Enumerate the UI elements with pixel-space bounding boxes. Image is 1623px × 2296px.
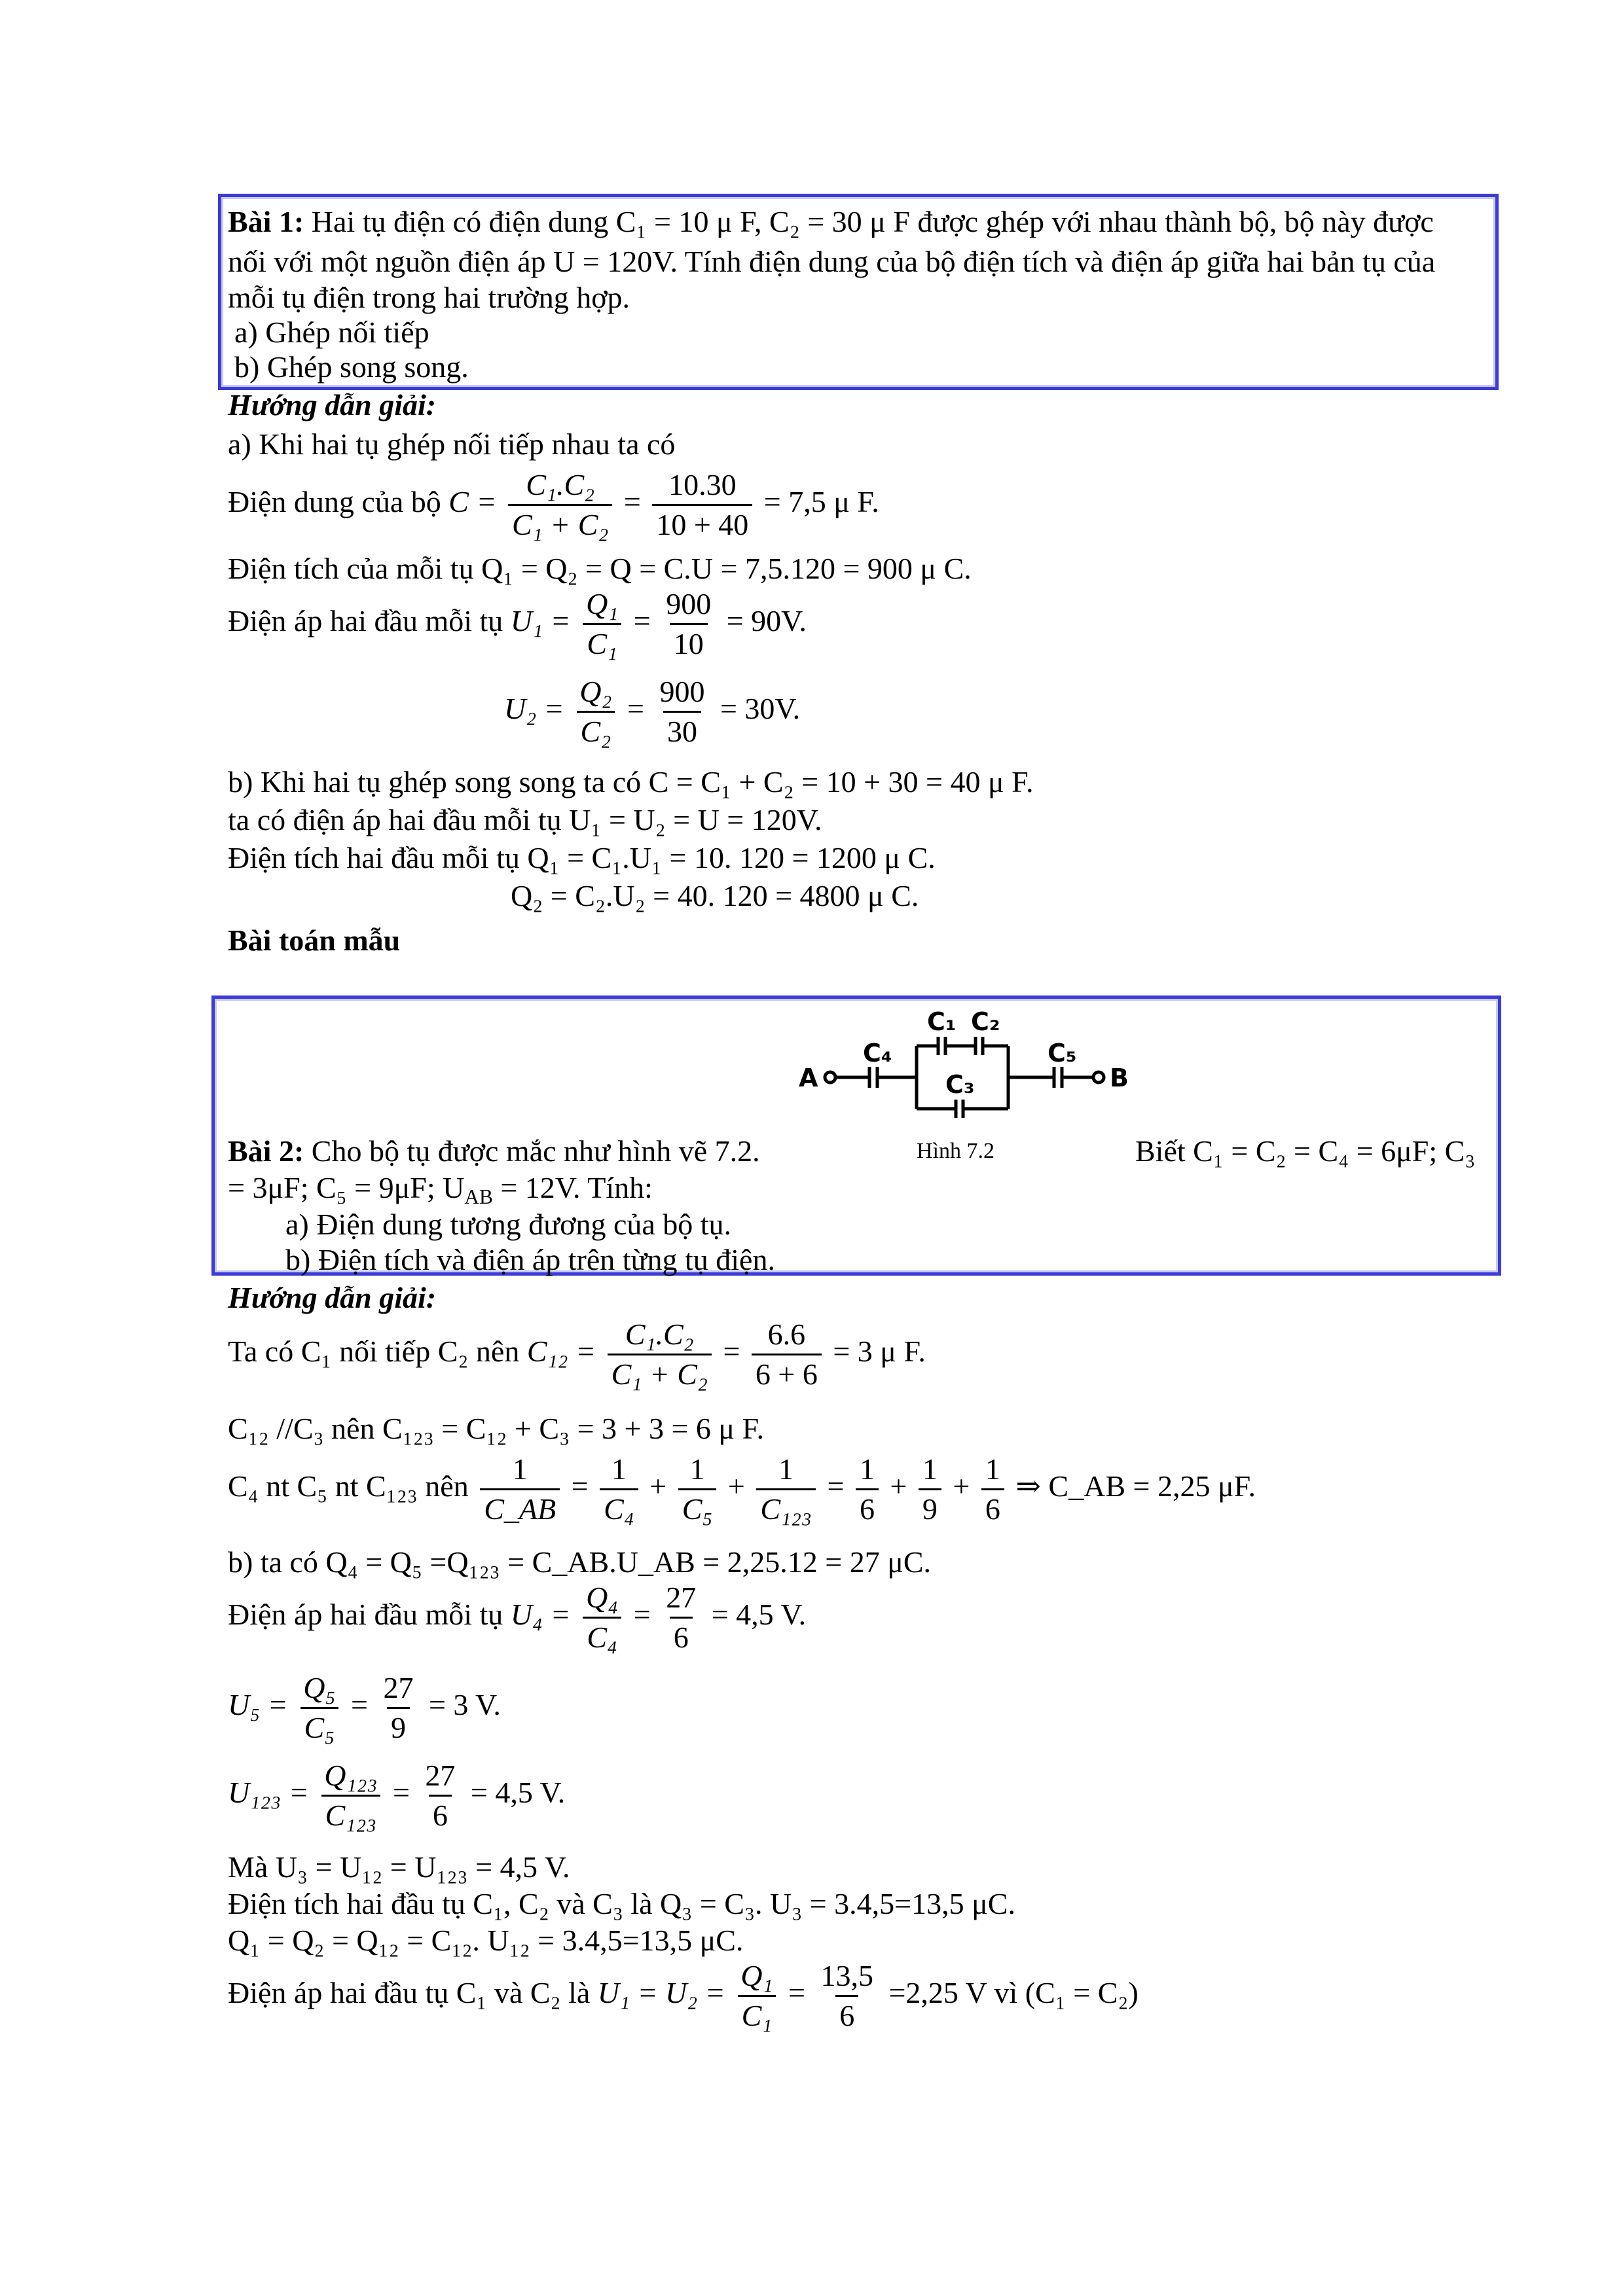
solution-2-u3: Mà U₃ = U₁₂ = U₁₂₃ = 4,5 V.	[228, 1850, 570, 1884]
problem-1-text-1: Hai tụ điện có điện dung C₁ = 10 μ F, C₂ = 30 μ F được ghép với nhau thành bộ, bộ này được	[304, 205, 1434, 238]
solution-1-charge-line: Điện tích của mỗi tụ Q₁ = Q₂ = Q = C.U = 7,5.120 = 900 μ C.	[228, 552, 972, 585]
problem-1-option-b: b) Ghép song song.	[234, 350, 469, 384]
solution-2-heading: Hướng dẫn giải:	[228, 1281, 437, 1314]
label-b: B	[1110, 1064, 1129, 1092]
solution-1-parallel-q2: Q₂ = C₂.U₂ = 40. 120 = 4800 μ C.	[511, 879, 919, 912]
problem-2-given-right: Biết C₁ = C₂ = C₄ = 6μF; C₃	[1135, 1134, 1476, 1168]
solution-1-voltage-u2: U₂ = $\frac{\text{Q₂}}{\text{C₂}}$ = $\frac{900}{30}$ = 30V.	[504, 675, 801, 748]
solution-2-q12: Q₁ = Q₂ = Q₁₂ = C₁₂. U₁₂ = 3.4,5=13,5 μC.	[228, 1924, 744, 1957]
problem-1-option-a: a) Ghép nối tiếp	[234, 315, 429, 349]
solution-2-cab: C₄ nt C₅ nt C₁₂₃ nên $\frac{1}{C\_AB}$ = $\frac{1}{\text{C₄}}$ + $\frac{1}{\text{C₅}}$ + $\frac{1}{\text{C₁₂₃}}$ = $\frac{1}{6}$ + $\frac{1}{9}$ + $\frac{1}{6}$ ⇒ C_AB = 2,25 μF.	[228, 1452, 1256, 1526]
label-c3: C₃	[945, 1070, 975, 1099]
problem-2-option-a: a) Điện dung tương đương của bộ tụ.	[285, 1208, 732, 1241]
solution-1-line-1: a) Khi hai tụ ghép nối tiếp nhau ta có	[228, 427, 676, 461]
problem-2-line-2: = 3μF; C₅ = 9μF; $U_{AB} = 12V$. Tính:	[228, 1171, 653, 1208]
solution-1-voltage-u1: Điện áp hai đầu mỗi tụ U₁ = $\frac{\text{Q₁}}{\text{C₁}}$ = $\frac{900}{10}$ = 90V.	[228, 587, 807, 660]
solution-2-charge-line: b) ta có Q₄ = Q₅ =Q₁₂₃ = C_AB.U_AB = 2,25.12 = 27 μC.	[228, 1545, 932, 1579]
terminal-a	[825, 1072, 835, 1083]
label-c1: C₁	[927, 1007, 957, 1036]
problem-1-title: Bài 1:	[228, 205, 304, 238]
problem-2-option-b: b) Điện tích và điện áp trên từng tụ điện.	[285, 1243, 775, 1276]
solution-2-u5: U₅ = $\frac{\text{Q₅}}{\text{C₅}}$ = $\frac{27}{9}$ = 3 V.	[228, 1671, 501, 1744]
solution-1-parallel-line: b) Khi hai tụ ghép song song ta có C = C₁ + C₂ = 10 + 30 = 40 μ F.	[228, 765, 1034, 798]
problem-2-line-1: Bài 2: Cho bộ tụ được mắc như hình vẽ 7.2.	[228, 1134, 760, 1168]
solution-2-u123: U₁₂₃ = $\frac{\text{Q₁₂₃}}{\text{C₁₂₃}}$ = $\frac{27}{6}$ = 4,5 V.	[228, 1759, 566, 1832]
terminal-b	[1093, 1072, 1104, 1083]
circuit-diagram	[786, 996, 1152, 1163]
solution-1-capacitance-formula: Điện dung của bộ C = $\frac{\text{C₁.C₂}}{\text{C₁ + C₂}}$ = $\frac{10.30}{10 + 40}$ = 7,5 μ F.	[228, 468, 879, 541]
solution-1-parallel-voltage: ta có điện áp hai đầu mỗi tụ U₁ = U₂ = U = 120V.	[228, 803, 822, 836]
sample-problem-heading: Bài toán mẫu	[228, 924, 401, 957]
label-c4: C₄	[863, 1039, 892, 1067]
solution-2-q3: Điện tích hai đầu tụ C₁, C₂ và C₃ là Q₃ = C₃. U₃ = 3.4,5=13,5 μC.	[228, 1887, 1015, 1920]
problem-1-line-1	[228, 207, 1434, 237]
solution-2-c12: Ta có C₁ nối tiếp C₂ nên C₁₂ = $\frac{\text{C₁.C₂}}{\text{C₁ + C₂}}$ = $\frac{6.6}{6 + 6}$ = 3 μ F.	[228, 1318, 926, 1391]
label-c2: C₂	[971, 1007, 1000, 1036]
label-c5: C₅	[1048, 1039, 1077, 1067]
solution-2-u4: Điện áp hai đầu mỗi tụ U₄ = $\frac{\text{Q₄}}{\text{C₄}}$ = $\frac{27}{6}$ = 4,5 V.	[228, 1581, 807, 1654]
solution-1-parallel-q1: Điện tích hai đầu mỗi tụ Q₁ = C₁.U₁ = 10. 120 = 1200 μ C.	[228, 841, 936, 874]
problem-1-line-2: nối với một nguồn điện áp U = 120V. Tính điện dung của bộ điện tích và điện áp giữa hai bản tụ của	[228, 245, 1436, 278]
problem-2-title: Bài 2:	[228, 1134, 304, 1168]
figure-caption: Hình 7.2	[917, 1139, 994, 1163]
problem-1-line-3: mỗi tụ điện trong hai trường hợp.	[228, 281, 630, 314]
label-a: A	[799, 1064, 818, 1092]
solution-2-c123: C₁₂ //C₃ nên C₁₂₃ = C₁₂ + C₃ = 3 + 3 = 6 μ F.	[228, 1412, 764, 1445]
solution-1-heading: Hướng dẫn giải:	[228, 388, 437, 422]
solution-2-u1-u2: Điện áp hai đầu tụ C₁ và C₂ là U₁ = U₂ = $\frac{\text{Q₁}}{\text{C₁}}$ = $\frac{13,5}{6}$ =2,25 V vì (C₁ = C₂)	[228, 1959, 1139, 2032]
